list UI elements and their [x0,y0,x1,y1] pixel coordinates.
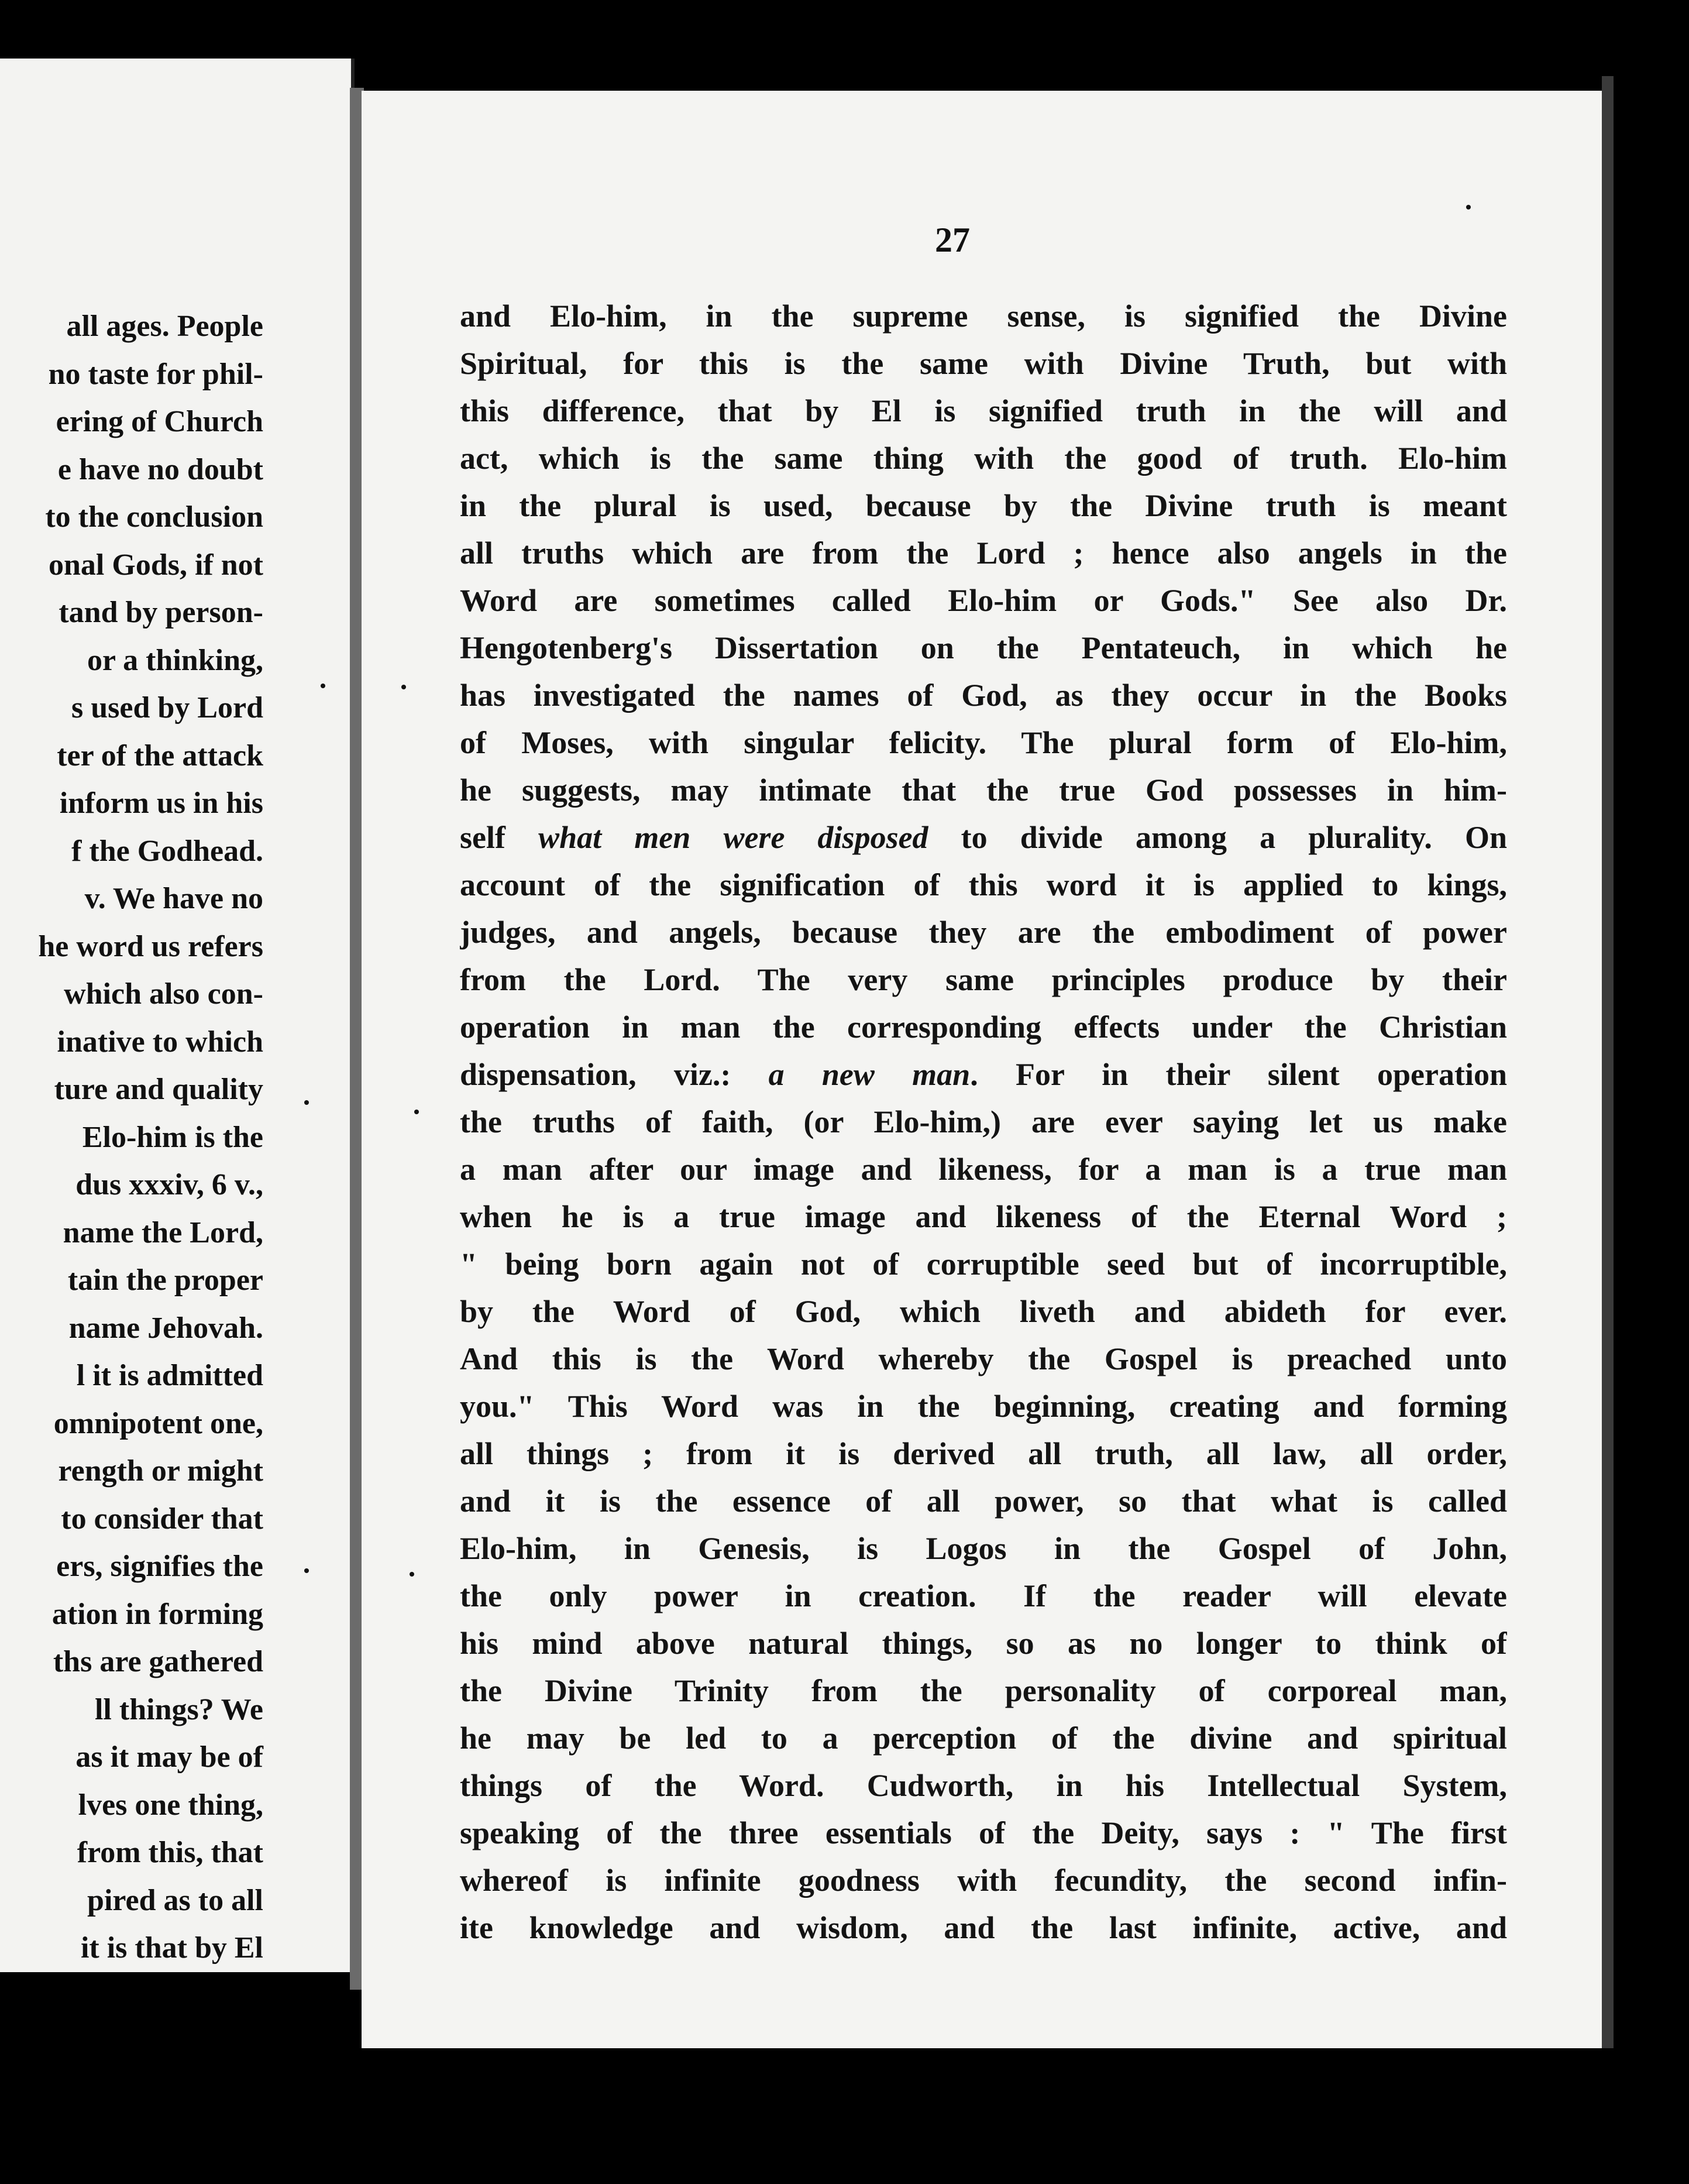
body-text [460,293,1507,1952]
text-line: ite knowledge and wisdom, and the last infinite, active, and [460,1910,1507,1945]
text-line: And this is the Word whereby the Gospel is preached unto [460,1341,1507,1376]
text-line: has investigated the names of God, as they occur in the Books [460,678,1507,713]
left-page-line: which also con- [64,977,263,1011]
text-line: Word are sometimes called Elo-him or Gods." See also Dr. [460,583,1507,618]
text-line: " being born again not of corruptible seed but of incorruptible, [460,1246,1507,1282]
left-page-line: or a thinking, [87,643,263,677]
left-page-line: name Jehovah. [68,1311,263,1345]
text-line: the truths of faith, (or Elo-him,) are ever saying let us make [460,1104,1507,1139]
text-line: all truths which are from the Lord ; hence also angels in the [460,535,1507,571]
scan-speck [1466,205,1471,210]
text-line: things of the Word. Cudworth, in his Intellectual System, [460,1768,1507,1803]
text-line: all things ; from it is derived all truth, all law, all order, [460,1436,1507,1471]
text-line: of Moses, with singular felicity. The plural form of Elo-him, [460,725,1507,760]
left-page-line: v. We have no [84,882,263,915]
text-line: operation in man the corresponding effects under the Christian [460,1009,1507,1045]
text-line: whereof is infinite goodness with fecundity, the second infin- [460,1863,1507,1898]
page-edge [1602,76,1614,2048]
left-page-line: ture and quality [54,1073,263,1106]
left-page-line: tain the proper [67,1263,263,1297]
left-page-line: l it is admitted [76,1359,263,1392]
text-line: Elo-him, in Genesis, is Logos in the Gospel of John, [460,1531,1507,1566]
text-line: from the Lord. The very same principles produce by their [460,962,1507,997]
text-line: you." This Word was in the beginning, creating and forming [460,1389,1507,1424]
text-line: in the plural is used, because by the Divine truth is meant [460,488,1507,523]
text-line: and Elo-him, in the supreme sense, is signified the Divine [460,298,1507,334]
left-page-line: inform us in his [59,787,263,820]
left-page-line: he word us refers [38,929,263,963]
text-line: by the Word of God, which liveth and abideth for ever. [460,1294,1507,1329]
left-page-line: to consider that [61,1502,263,1536]
text-line: account of the signification of this word it is applied to kings, [460,867,1507,902]
left-page-line: to the conclusion [45,500,263,534]
left-page-line: ation in forming [51,1597,263,1631]
text-line: dispensation, viz.: a new man. For in their silent operation [460,1057,1507,1092]
scan-speck [401,685,406,689]
left-page-line: it is that by El [80,1931,263,1965]
text-line: he may be led to a perception of the divine and spiritual [460,1721,1507,1756]
left-page-line: inative to which [57,1025,263,1059]
left-page-line: from this, that [77,1836,263,1869]
scan-speck [304,1100,309,1105]
text-line: this difference, that by El is signified truth in the will and [460,393,1507,428]
left-page-line: ers, signifies the [56,1550,263,1583]
text-line: Hengotenberg's Dissertation on the Pentateuch, in which he [460,630,1507,665]
text-line: and it is the essence of all power, so that what is called [460,1484,1507,1519]
left-page-line: f the Godhead. [71,834,263,868]
left-page-line: Elo-him is the [82,1120,263,1154]
text-line: the Divine Trinity from the personality of corporeal man, [460,1673,1507,1708]
text-line: the only power in creation. If the reader will elevate [460,1578,1507,1613]
left-page-line: as it may be of [75,1740,263,1774]
left-page-line: name the Lord, [63,1215,263,1249]
left-page-line: pired as to all [87,1883,263,1917]
left-page-line: e have no doubt [57,452,263,486]
scan-speck [414,1110,419,1114]
text-line: a man after our image and likeness, for a man is a true man [460,1152,1507,1187]
scan-speck [321,684,325,688]
text-line: act, which is the same thing with the good of truth. Elo-him [460,441,1507,476]
text-line: his mind above natural things, so as no longer to think of [460,1626,1507,1661]
left-page-line: rength or might [58,1454,263,1488]
scan-speck [410,1572,414,1577]
text-line: when he is a true image and likeness of the Eternal Word ; [460,1199,1507,1234]
left-page-line: onal Gods, if not [49,548,263,582]
left-page-line: s used by Lord [71,691,263,724]
page-number: 27 [935,221,970,259]
text-line: he suggests, may intimate that the true God possesses in him- [460,772,1507,808]
left-page-line: no taste for phil- [48,357,263,391]
left-page-line: ths are gathered [53,1645,263,1678]
text-line: Spiritual, for this is the same with Divine Truth, but with [460,346,1507,381]
scan-speck [304,1568,309,1573]
left-page-line: ter of the attack [57,739,263,772]
left-page-line: dus xxxiv, 6 v., [75,1168,263,1201]
left-page-line: all ages. People [66,310,263,343]
left-page [0,59,355,1972]
left-page-line: tand by person- [59,596,263,629]
text-line: judges, and angels, because they are the embodiment of power [460,915,1507,950]
left-page-line: ering of Church [56,405,263,438]
left-page-line: omnipotent one, [53,1406,263,1440]
right-page [362,91,1602,2048]
left-page-line: ll things? We [94,1692,263,1726]
text-line: speaking of the three essentials of the Deity, says : " The first [460,1815,1507,1850]
text-line: self what men were disposed to divide among a plurality. On [460,820,1507,855]
left-page-line: lves one thing, [78,1788,263,1822]
